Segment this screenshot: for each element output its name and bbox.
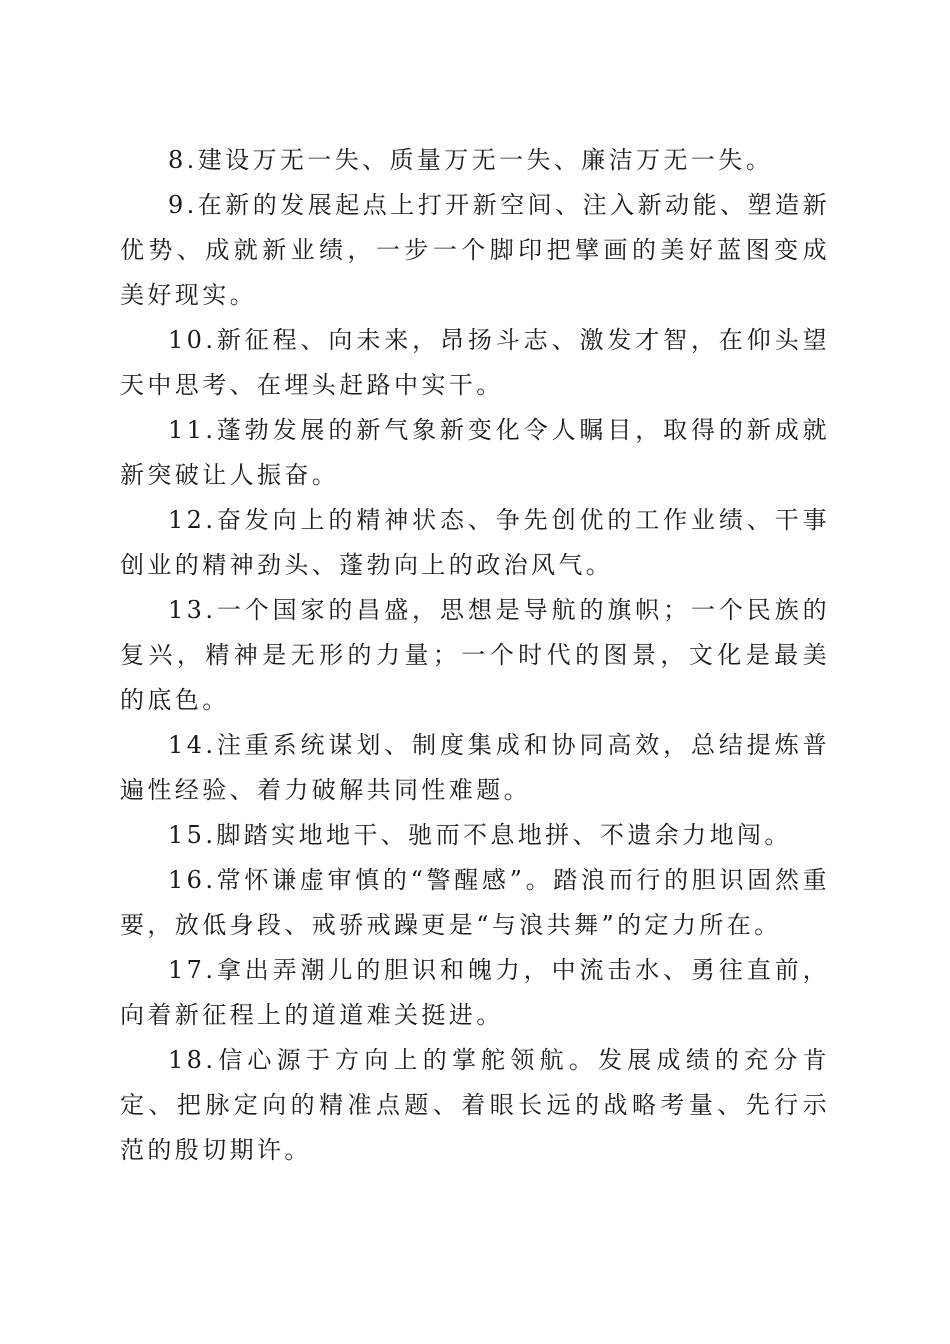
paragraph-11: 11.蓬勃发展的新气象新变化令人瞩目，取得的新成就新突破让人振奋。 bbox=[120, 416, 830, 489]
paragraph-15: 15.脚踏实地地干、驰而不息地拼、不遗余力地闯。 bbox=[168, 821, 792, 849]
document-body bbox=[120, 138, 830, 1173]
paragraph-12: 12.奋发向上的精神状态、争先创优的工作业绩、干事创业的精神劲头、蓬勃向上的政治风气。 bbox=[120, 506, 830, 579]
paragraph-16: 16.常怀谦虚审慎的“警醒感”。踏浪而行的胆识固然重要，放低身段、戒骄戒躁更是“与浪共舞”的定力所在。 bbox=[120, 866, 830, 939]
paragraph-13: 13.一个国家的昌盛，思想是导航的旗帜；一个民族的复兴，精神是无形的力量；一个时代的图景，文化是最美的底色。 bbox=[120, 596, 830, 714]
paragraph-9: 9.在新的发展起点上打开新空间、注入新动能、塑造新优势、成就新业绩，一步一个脚印把擘画的美好蓝图变成美好现实。 bbox=[120, 191, 830, 309]
paragraph-8: 8.建设万无一失、质量万无一失、廉洁万无一失。 bbox=[168, 146, 774, 174]
paragraph-17: 17.拿出弄潮儿的胆识和魄力，中流击水、勇往直前，向着新征程上的道道难关挺进。 bbox=[120, 956, 830, 1029]
paragraph-18: 18.信心源于方向上的掌舵领航。发展成绩的充分肯定、把脉定向的精准点题、着眼长远的战略考量、先行示范的殷切期许。 bbox=[120, 1046, 830, 1164]
paragraph-14: 14.注重系统谋划、制度集成和协同高效，总结提炼普遍性经验、着力破解共同性难题。 bbox=[120, 731, 830, 804]
paragraph-10: 10.新征程、向未来，昂扬斗志、激发才智，在仰头望天中思考、在埋头赶路中实干。 bbox=[120, 326, 830, 399]
